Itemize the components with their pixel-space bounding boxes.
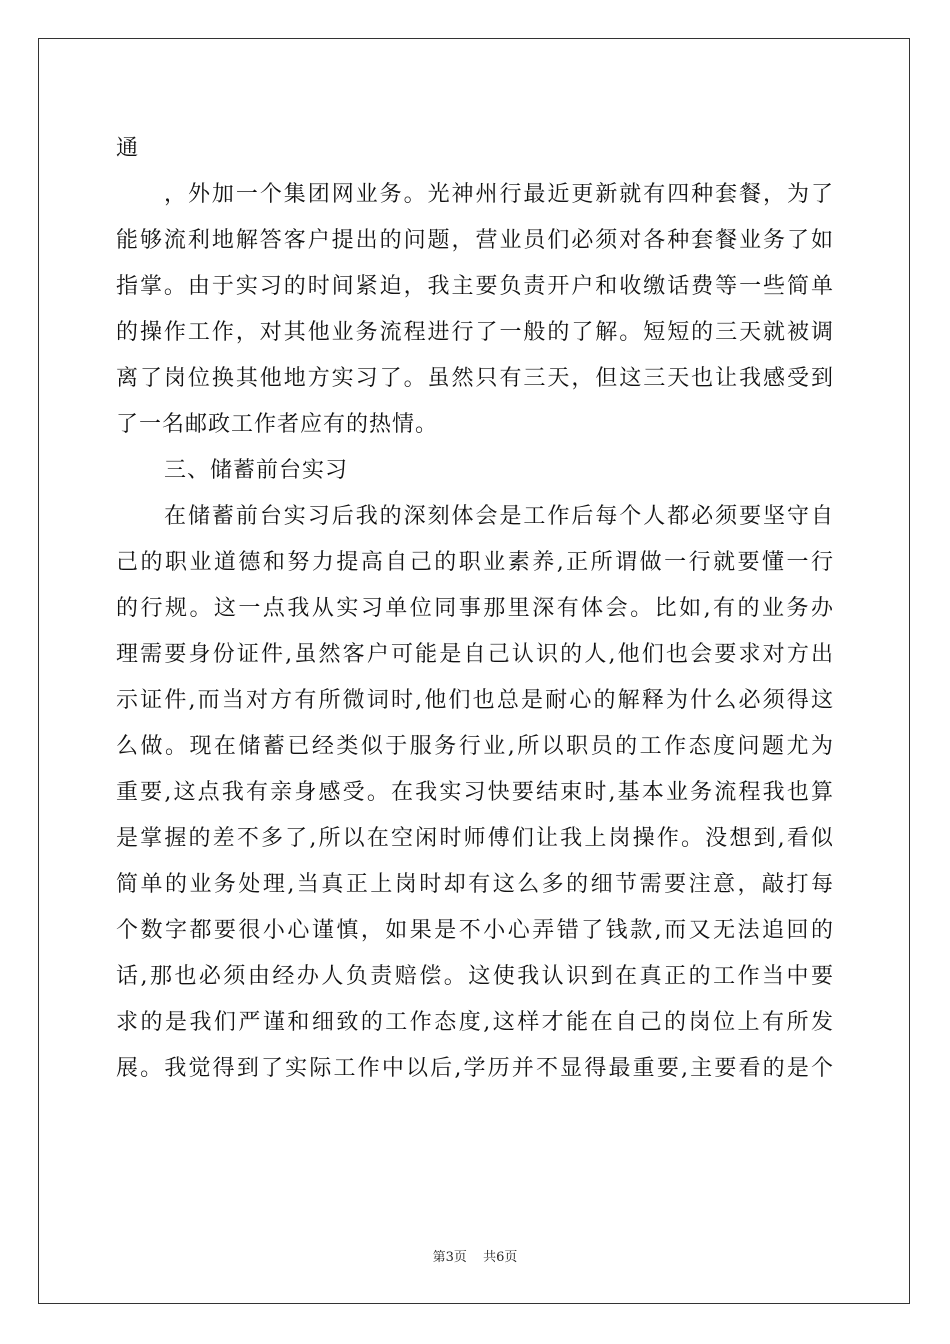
text-line: 在储蓄前台实习后我的深刻体会是工作后每个人都必须要坚守自 [164, 504, 834, 529]
text-line: 个数字都要很小心谨慎，如果是不小心弄错了钱款,而又无法追回的 [116, 918, 834, 943]
text-line: 能够流利地解答客户提出的问题，营业员们必须对各种套餐业务了如 [116, 228, 834, 253]
text-line: 了一名邮政工作者应有的热情。 [116, 412, 439, 437]
text-line: 是掌握的差不多了,所以在空闲时师傅们让我上岗操作。没想到,看似 [116, 826, 834, 851]
text-line: 重要,这点我有亲身感受。在我实习快要结束时,基本业务流程我也算 [116, 780, 834, 805]
page-footer [0, 1246, 950, 1265]
text-line: 的操作工作，对其他业务流程进行了一般的了解。短短的三天就被调 [116, 320, 834, 345]
text-line: 的行规。这一点我从实习单位同事那里深有体会。比如,有的业务办 [116, 596, 834, 621]
text-line: 通 [116, 136, 140, 161]
text-line: 么做。现在储蓄已经类似于服务行业,所以职员的工作态度问题尤为 [116, 734, 834, 759]
text-line: 展。我觉得到了实际工作中以后,学历并不显得最重要,主要看的是个 [116, 1056, 834, 1081]
text-line: 简单的业务处理,当真正上岗时却有这么多的细节需要注意，敲打每 [116, 872, 834, 897]
text-line: 理需要身份证件,虽然客户可能是自己认识的人,他们也会要求对方出 [116, 642, 834, 667]
text-line: 求的是我们严谨和细致的工作态度,这样才能在自己的岗位上有所发 [116, 1010, 834, 1035]
text-line: 己的职业道德和努力提高自己的职业素养,正所谓做一行就要懂一行 [116, 550, 834, 575]
text-line: 示证件,而当对方有所微词时,他们也总是耐心的解释为什么必须得这 [116, 688, 834, 713]
text-line: 三、储蓄前台实习 [164, 458, 349, 483]
document-body [116, 126, 834, 1092]
text-line: ，外加一个集团网业务。光神州行最近更新就有四种套餐，为了 [164, 182, 834, 207]
text-line: 指掌。由于实习的时间紧迫，我主要负责开户和收缴话费等一些简单 [116, 274, 834, 299]
text-line: 话,那也必须由经办人负责赔偿。这使我认识到在真正的工作当中要 [116, 964, 834, 989]
text-line: 离了岗位换其他地方实习了。虽然只有三天，但这三天也让我感受到 [116, 366, 834, 391]
page-total: 共6页 [483, 1250, 518, 1265]
page-number: 第3页 [432, 1250, 467, 1265]
